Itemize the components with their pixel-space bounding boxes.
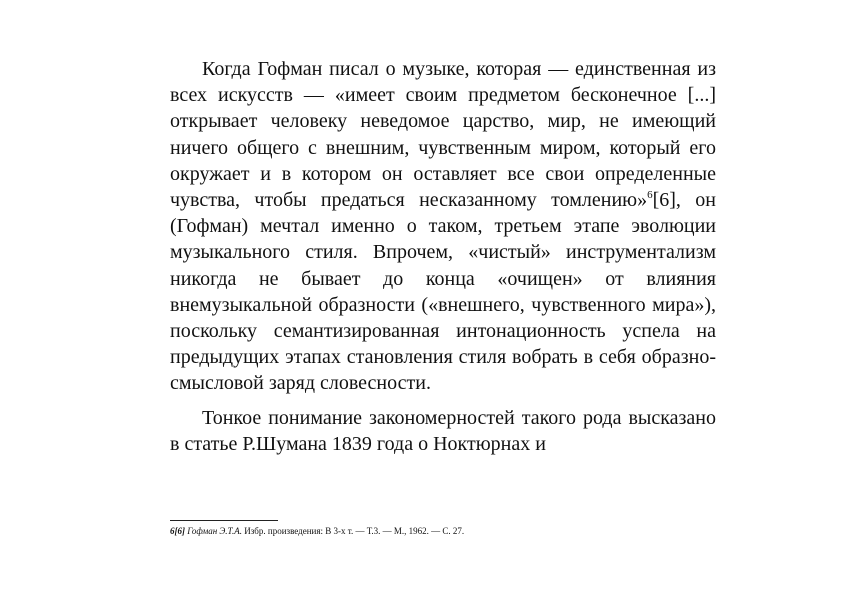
footnote-reference[interactable]: 6 [647, 189, 653, 202]
paragraph-1-text: Когда Гофман писал о музыке, которая — единственная из всех искусств — «имеет своим предметом бесконечное [...] открывает человеку неведомое царство, мир, не имеющий ничего общего с внешним, чувственным миром, который его окружает и в котором он оставляет все свои определенные чувства, чтобы предаться несказанному томлению» [170, 58, 716, 212]
footnote-text: Избр. произведения: В 3-х т. — Т.3. — М., 1962. — С. 27. [242, 526, 465, 536]
paragraph-1-continuation: [6], он (Гофман) мечтал именно о таком, третьем этапе эволюции музыкального стиля. Впрочем, «чистый» инструментализм никогда не бывает до конца «очищен» от влияния внемузыкальной образности («внешнего, чувственного мира»), поскольку семантизированная интонационность успела на предыдущих этапах становления стиля вобрать в себя образно-смысловой заряд словесности. [170, 189, 716, 395]
body-text [170, 56, 716, 457]
footnote-author: Гофман Э.Т.А. [187, 526, 242, 536]
paragraph-1 [170, 56, 716, 397]
footnote [170, 525, 716, 537]
paragraph-2: Тонкое понимание закономерностей такого рода высказано в статье Р.Шумана 1839 года о Ноктюрнах и [170, 406, 716, 455]
footnote-mark: 6[6] [170, 526, 185, 536]
footnote-divider [170, 520, 278, 521]
